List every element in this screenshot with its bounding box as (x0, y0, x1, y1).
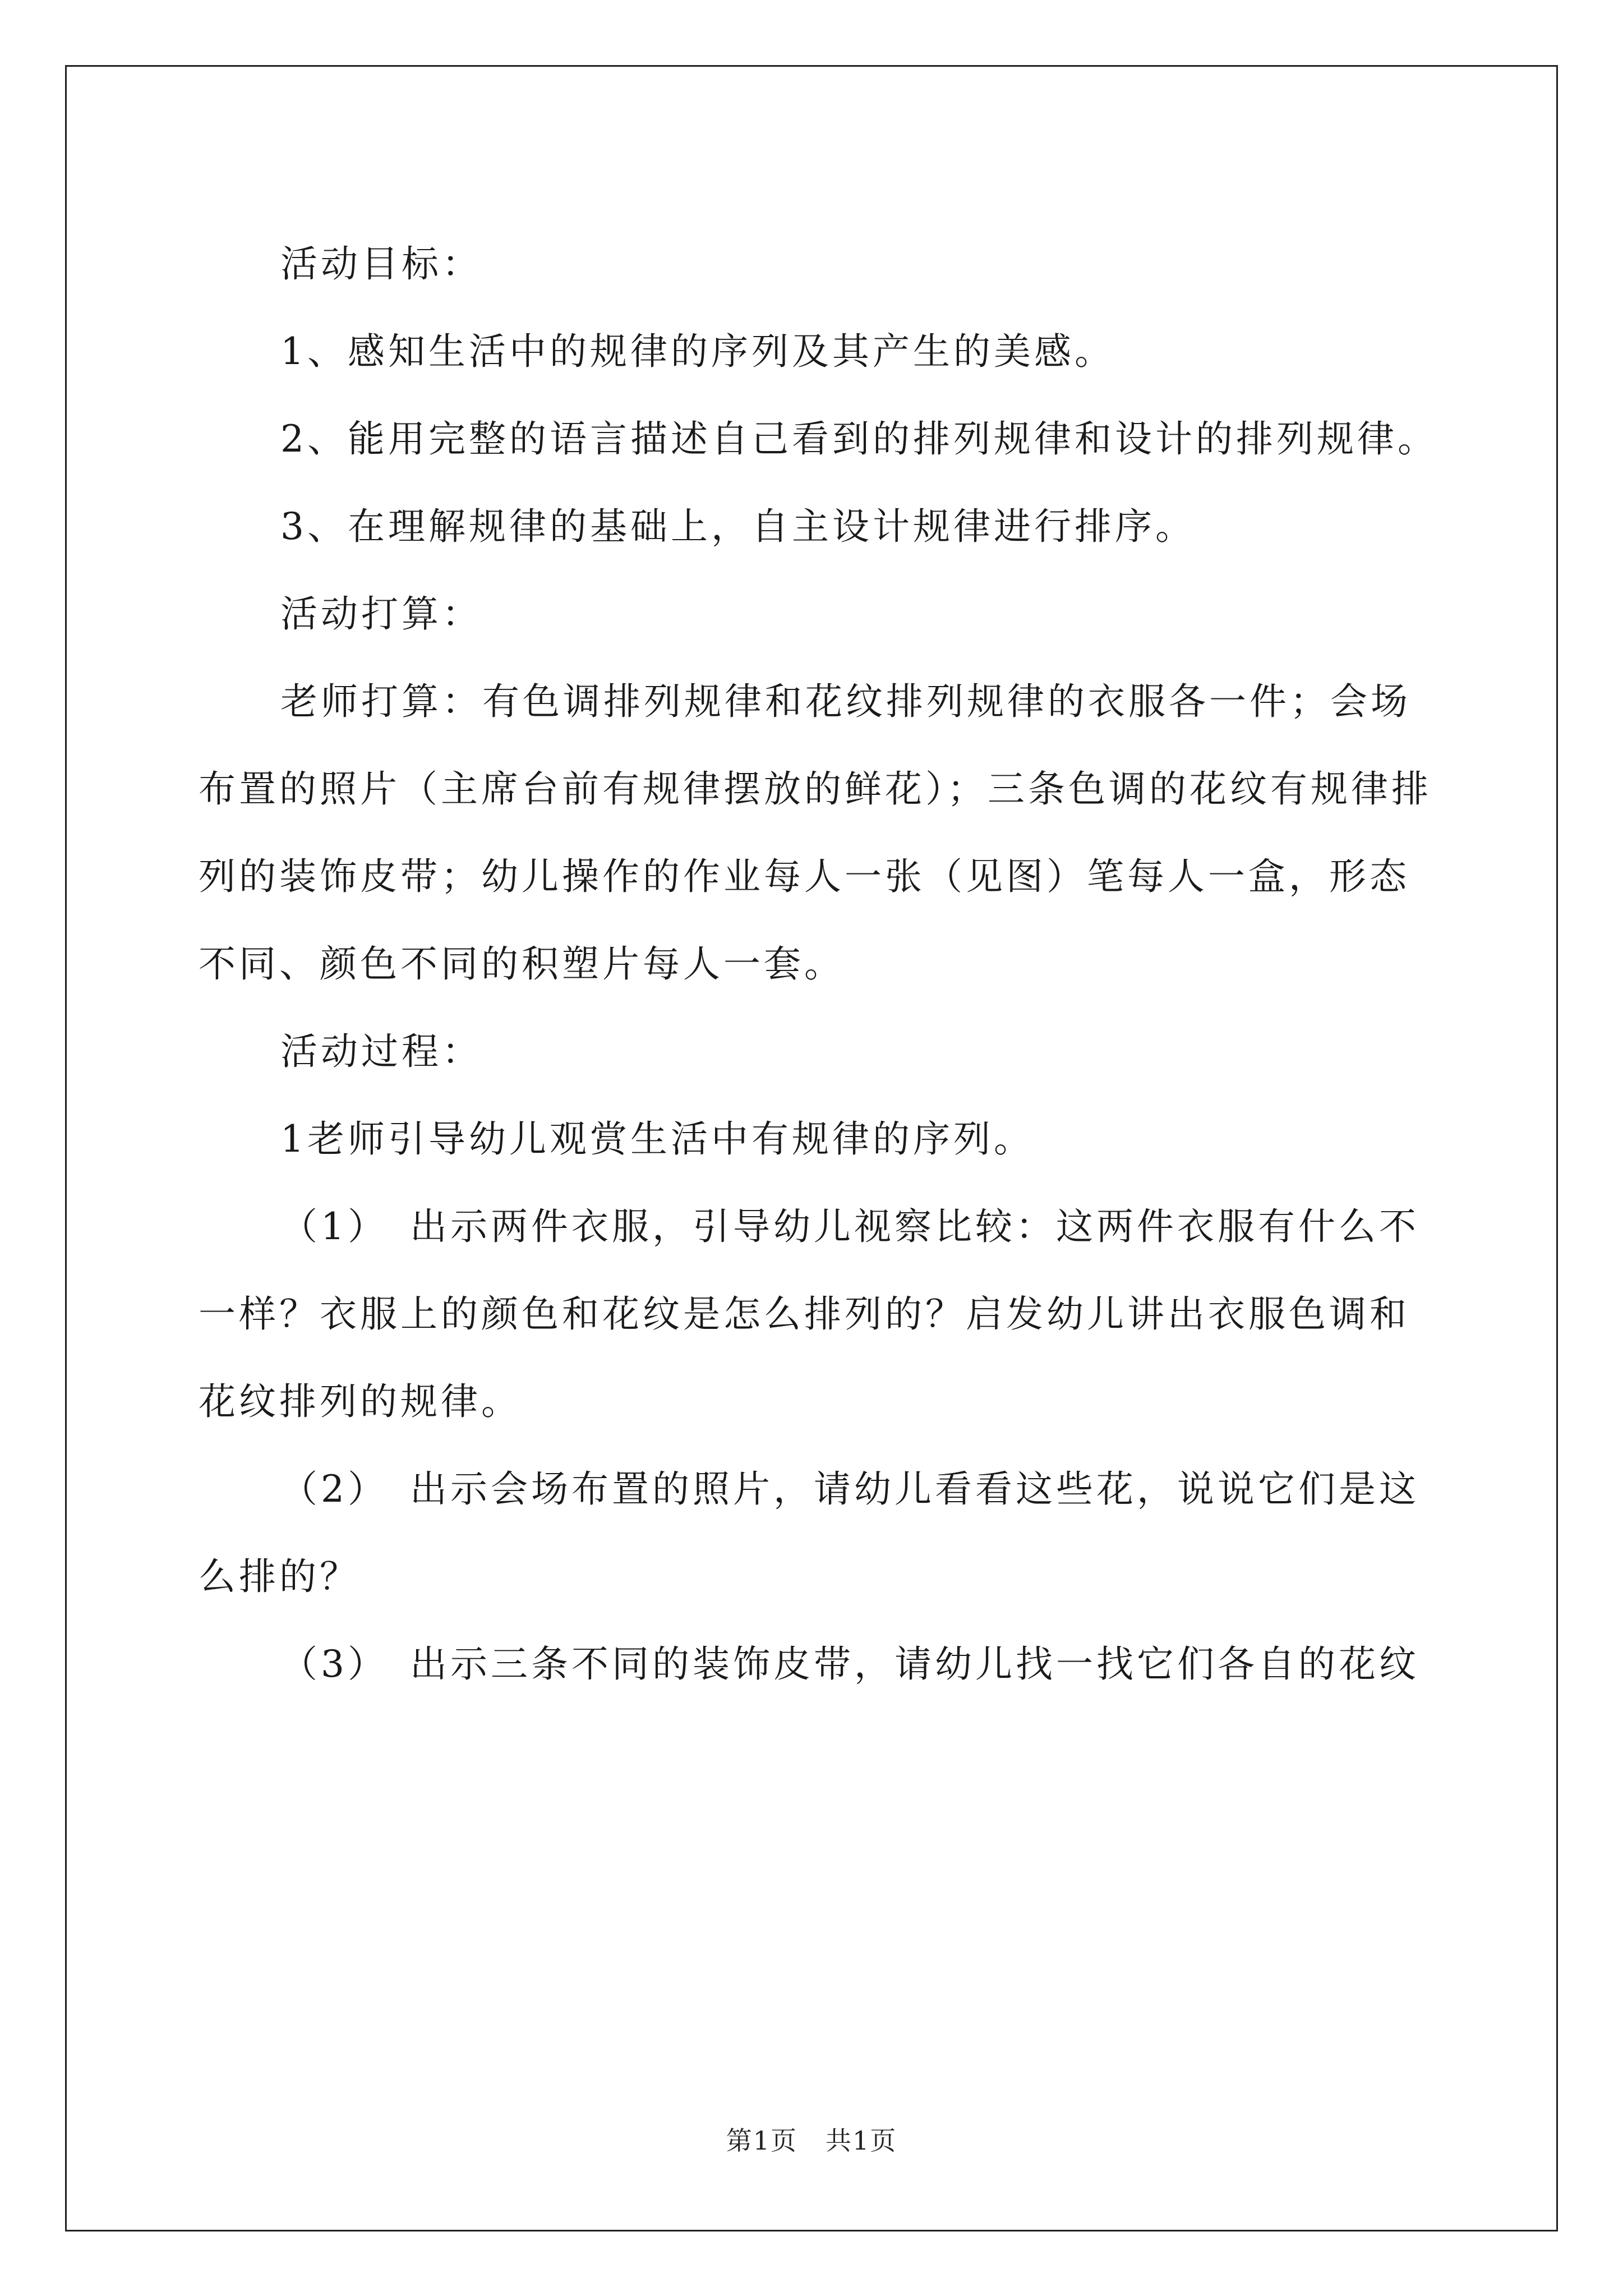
process-step-1: 1老师引导幼儿观赏生活中有规律的序列。 (280, 1117, 1034, 1161)
goal-item-1: 1、感知生活中的规律的序列及其产生的美感。 (280, 330, 1115, 373)
page-total: 共1页 (826, 2125, 897, 2156)
process-substep-2: （2） 出示会场布置的照片，请幼儿看看这些花，说说它们是这么排的？ (199, 1467, 1419, 1598)
goal-item-3: 3、在理解规律的基础上，自主设计规律进行排序。 (280, 505, 1196, 548)
heading-activity-preparation: 活动打算： (280, 592, 482, 636)
goal-item-2: 2、能用完整的语言描述自己看到的排列规律和设计的排列规律。 (280, 417, 1438, 461)
heading-activity-goals: 活动目标： (280, 242, 482, 286)
process-substep-1: （1） 出示两件衣服，引导幼儿视察比较：这两件衣服有什么不一样？衣服上的颜色和花纹是怎么排列的？启发幼儿讲出衣服色调和花纹排列的规律。 (199, 1205, 1419, 1423)
page-number: 第1页 (726, 2125, 797, 2156)
preparation-paragraph: 老师打算：有色调排列规律和花纹排列规律的衣服各一件；会场布置的照片（主席台前有规律摆放的鲜花）；三条色调的花纹有规律排列的装饰皮带；幼儿操作的作业每人一张（见图）笔每人一盒，形态不同、颜色不同的积塑片每人一套。 (199, 680, 1432, 986)
document-body (199, 220, 1439, 1708)
heading-activity-process: 活动过程： (280, 1030, 482, 1073)
process-substep-3: （3） 出示三条不同的装饰皮带，请幼儿找一找它们各自的花纹 (280, 1642, 1419, 1686)
page-footer (0, 2120, 1623, 2157)
